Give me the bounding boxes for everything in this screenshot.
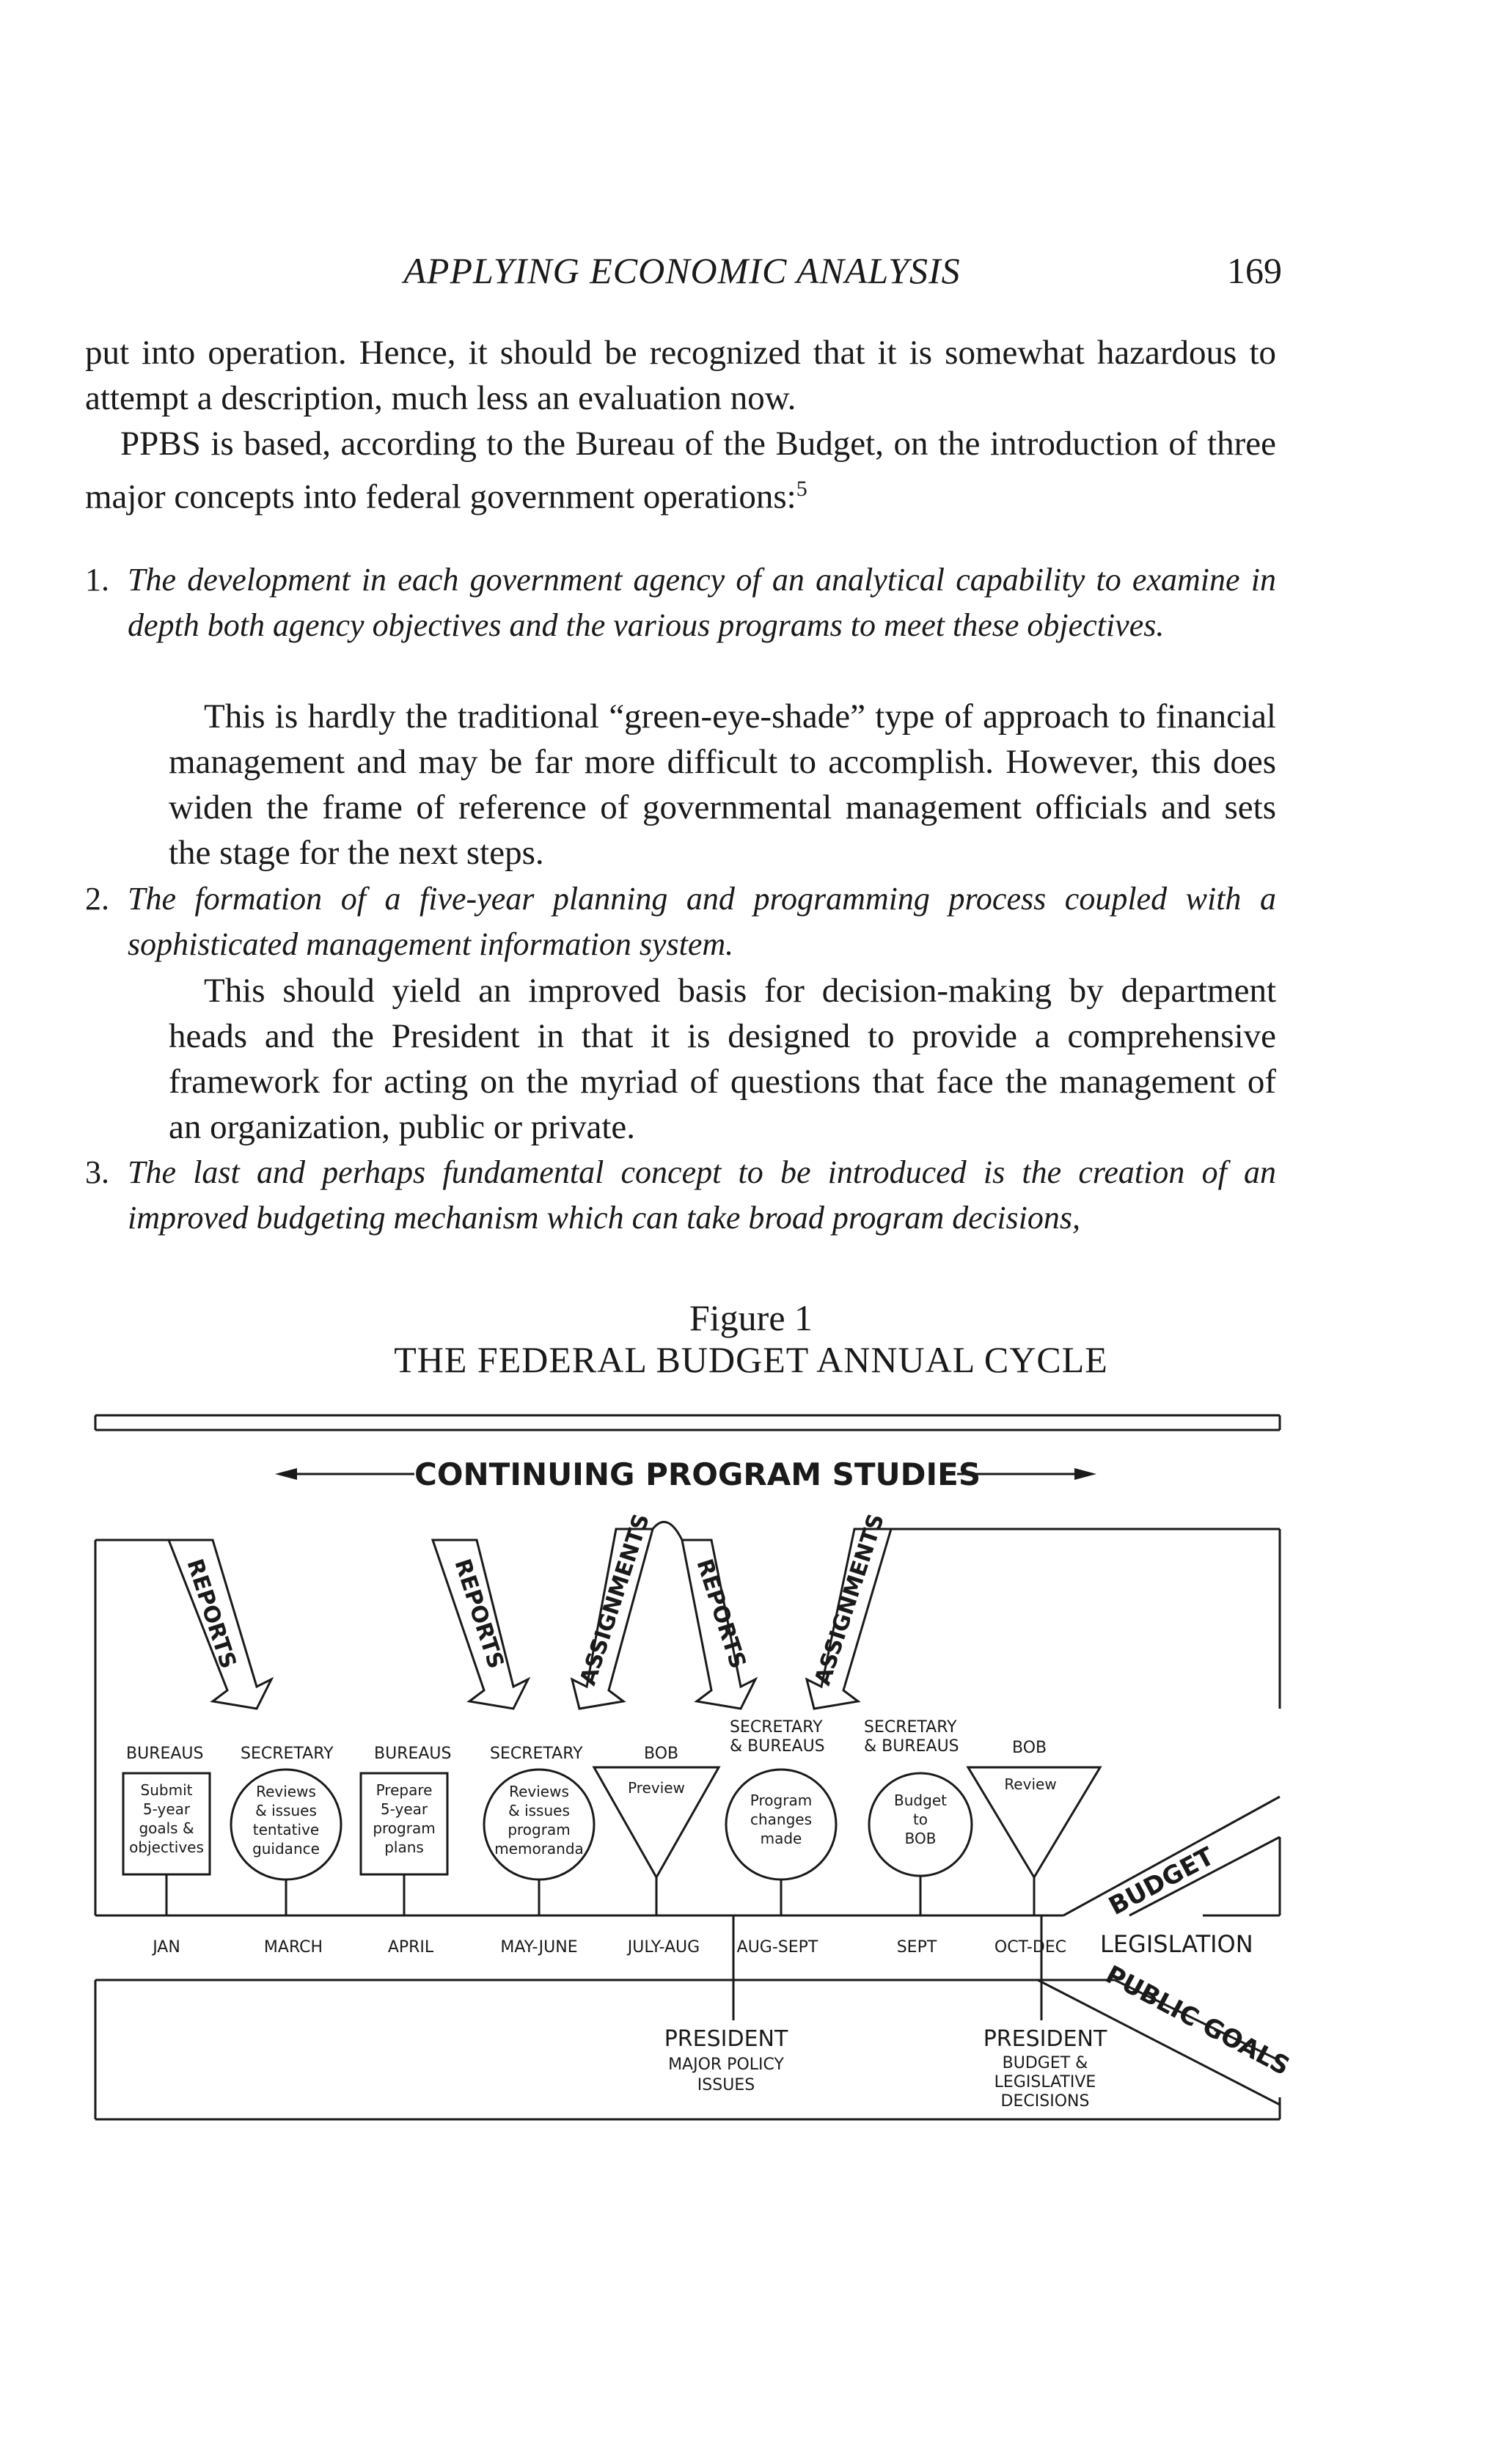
reviews-memo-line: & issues <box>508 1802 570 1819</box>
actor-secretary-1: SECRETARY <box>241 1745 334 1763</box>
actor-sec-bureaus-1a: SECRETARY <box>730 1718 823 1737</box>
program-changes-line: changes <box>750 1811 813 1828</box>
item-body-text: This is hardly the traditional “green-eye-shade” type of approach to financial management and may be far more difficult to accomplish. However, this does widen the frame of reference of governmental management officials and sets the stage for the next steps. <box>169 697 1276 872</box>
arrowhead-left <box>275 1468 297 1480</box>
actor-secretary-2: SECRETARY <box>490 1745 583 1763</box>
legislation-label: LEGISLATION <box>1100 1930 1253 1958</box>
actor-sec-bureaus-1b: & BUREAUS <box>730 1737 825 1756</box>
prepare-line: Prepare <box>376 1781 433 1799</box>
prepare-line: program <box>373 1819 436 1837</box>
month-label: JULY-AUG <box>627 1938 700 1957</box>
reviews-memo-line: memoranda <box>494 1840 584 1858</box>
program-changes-line: Program <box>750 1792 813 1809</box>
figure-title: THE FEDERAL BUDGET ANNUAL CYCLE <box>394 1339 1108 1380</box>
actor-bob-1: BOB <box>644 1745 679 1763</box>
actor-sec-bureaus-2a: SECRETARY <box>864 1718 957 1737</box>
submit-line: 5-year <box>142 1800 191 1818</box>
item-title: The development in each government agency of an analytical capability to examine in depth both agency objectives and the various programs to meet these objectives. <box>128 562 1276 643</box>
reviews-tentative-line: tentative <box>252 1821 320 1838</box>
budget-band-lower <box>1063 1797 1280 1915</box>
program-changes-line: made <box>760 1830 802 1847</box>
reviews-tentative-line: Reviews <box>256 1783 316 1800</box>
item-title: The last and perhaps fundamental concept to be introduced is the creation of an improved budgeting mechanism which can take broad program decisions, <box>128 1154 1276 1236</box>
month-label: MARCH <box>263 1938 323 1957</box>
month-label: APRIL <box>387 1938 434 1957</box>
budget-to-bob-line: Budget <box>894 1792 947 1809</box>
page-number: 169 <box>1227 250 1282 291</box>
footnote-reference: 5 <box>796 477 807 501</box>
president-budget-line: DECISIONS <box>1000 2092 1090 2111</box>
item-number: 1. <box>85 562 109 598</box>
month-label: SEPT <box>896 1938 937 1957</box>
president-budget-line: PRESIDENT <box>983 2026 1107 2052</box>
budget-to-bob-line: to <box>912 1811 928 1828</box>
president-major-line: ISSUES <box>697 2076 755 2094</box>
budget-label: BUDGET <box>1104 1841 1220 1921</box>
month-label: MAY-JUNE <box>500 1938 578 1957</box>
reports-label-3: REPORTS <box>691 1555 751 1672</box>
president-major-line: PRESIDENT <box>664 2026 788 2052</box>
actor-bureaus-2: BUREAUS <box>374 1745 452 1763</box>
preview-label: Preview <box>628 1779 685 1797</box>
actor-bob-2: BOB <box>1012 1739 1047 1757</box>
submit-line: objectives <box>129 1838 204 1856</box>
reviews-memo-line: program <box>508 1821 571 1838</box>
assignments-label-1: ASSIGNMENTS <box>575 1511 655 1689</box>
reports-label-2: REPORTS <box>449 1555 509 1672</box>
president-budget-line: LEGISLATIVE <box>994 2073 1096 2091</box>
reviews-tentative-line: & issues <box>255 1802 317 1819</box>
item-title: The formation of a five-year planning and programming process coupled with a sophisticated management information system. <box>128 881 1276 962</box>
public-goals-label: PUBLIC GOALS <box>1100 1959 1294 2082</box>
ppbs-text: PPBS is based, according to the Bureau of the Budget, on the introduction of three major concepts into federal government operations: <box>85 425 1276 516</box>
arrowhead-right <box>1074 1468 1096 1480</box>
assignments-label-2: ASSIGNMENTS <box>810 1511 890 1689</box>
reviews-tentative-line: guidance <box>252 1840 320 1858</box>
item-body-text: This should yield an improved basis for decision-making by department heads and the President in that it is designed to provide a comprehensive framework for acting on the myriad of questions that face the management of an organization, public or private. <box>169 972 1276 1146</box>
actor-sec-bureaus-2b: & BUREAUS <box>864 1737 959 1756</box>
actor-bureaus-1: BUREAUS <box>126 1745 204 1763</box>
intro-text: put into operation. Hence, it should be recognized that it is somewhat hazardous to attempt a description, much less an evaluation now. <box>85 334 1276 417</box>
prepare-line: 5-year <box>380 1800 428 1818</box>
president-major-line: MAJOR POLICY <box>668 2056 784 2074</box>
budget-to-bob-line: BOB <box>904 1830 937 1847</box>
month-label: OCT-DEC <box>994 1938 1067 1957</box>
continuing-studies-label: CONTINUING PROGRAM STUDIES <box>414 1456 981 1492</box>
reports-label-1: REPORTS <box>181 1555 241 1672</box>
month-label: AUG-SEPT <box>736 1938 818 1957</box>
item-number: 3. <box>85 1154 109 1190</box>
item-number: 2. <box>85 881 109 917</box>
president-budget-line: BUDGET & <box>1002 2054 1088 2072</box>
submit-line: Submit <box>140 1781 193 1799</box>
figure-number: Figure 1 <box>689 1297 813 1338</box>
reviews-memo-line: Reviews <box>509 1783 569 1800</box>
prepare-line: plans <box>384 1838 424 1856</box>
running-header-title: APPLYING ECONOMIC ANALYSIS <box>403 250 961 291</box>
month-label: JAN <box>153 1938 180 1957</box>
submit-line: goals & <box>139 1819 194 1837</box>
review-label: Review <box>1004 1775 1057 1793</box>
